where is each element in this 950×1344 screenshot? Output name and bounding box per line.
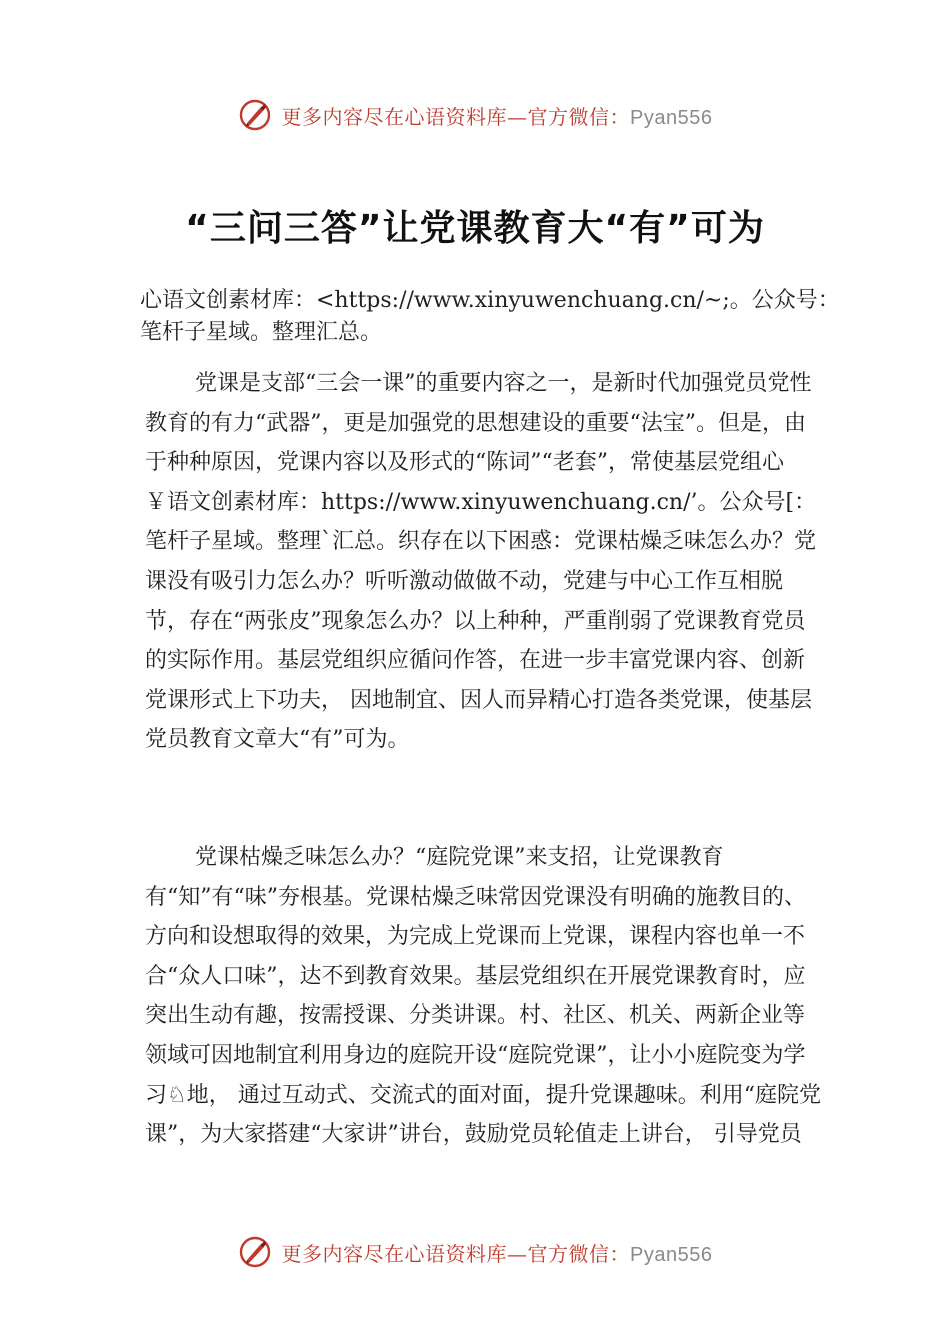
body-paragraph-2: 党课枯燥乏味怎么办？“庭院党课”来支招，让党课教育有“知”有“味”夯根基。党课枯燥乏味常因党课没有明确的施教目的、方向和设想取得的效果，为完成上党课而上党课，课程内容也单一不合“众人口味”，达不到教育效果。基层党组织在开展党课教育时，应突出生动有趣，按需授课、分类讲课。村、社区、机关、两新企业等领域可因地制宜利用身边的庭院开设“庭院党课”，让小小庭院变为学习♘地， 通过互动式、交流式的面对面，提升党课趣味。利用“庭院党课”，为大家搭建“大家讲”讲台，鼓励党员轮值走上讲台， 引导党员	[145, 845, 821, 1148]
banner-text	[282, 101, 713, 130]
footer-banner	[0, 1232, 950, 1272]
source-line: 心语文创素材库：<https://www.xinyuwenchuang.cn/~;。公众号：笔杆子星域。整理汇总。	[140, 288, 840, 345]
banner-text	[282, 1238, 713, 1267]
banner-main-text: 更多内容尽在心语资料库—官方微信：	[281, 1241, 631, 1266]
wechat-id: Pyan556	[630, 1243, 713, 1266]
wechat-id: Pyan556	[630, 106, 713, 129]
pen-logo-icon	[238, 1235, 272, 1269]
pen-logo-icon	[238, 98, 272, 132]
document-title: “三问三答”让党课教育大“有”可为	[185, 208, 765, 249]
banner-main-text: 更多内容尽在心语资料库—官方微信：	[281, 104, 631, 129]
header-banner	[0, 95, 950, 135]
body-paragraph-1: 党课是支部“三会一课”的重要内容之一，是新时代加强党员党性教育的有力“武器”，更是加强党的思想建设的重要“法宝”。但是，由于种种原因，党课内容以及形式的“陈词”“老套”，常使基层党组心￥语文创素材库：https://www.xinyuwenchuang.cn/’。公众号[：笔杆子星域。整理`汇总。织存在以下困惑：党课枯燥乏味怎么办？党课没有吸引力怎么办？听听激动做做不动，党建与中心工作互相脱节，存在“两张皮”现象怎么办？以上种种，严重削弱了党课教育党员的实际作用。基层党组织应循问作答，在进一步丰富党课内容、创新党课形式上下功夫， 因地制宜、因人而异精心打造各类党课，使基层党员教育文章大“有”可为。	[145, 371, 817, 753]
